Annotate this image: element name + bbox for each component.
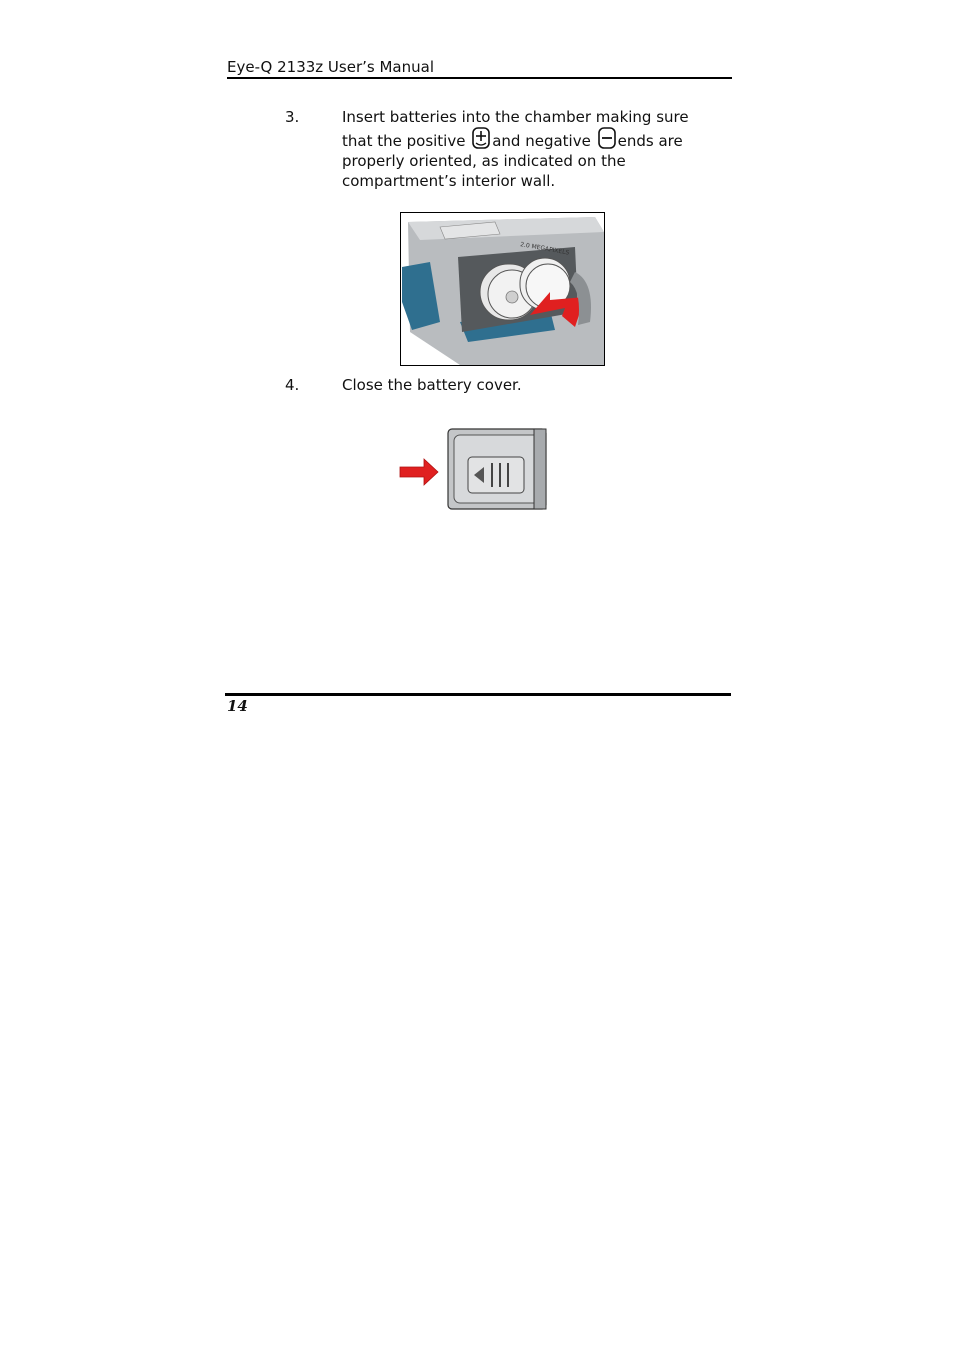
negative-terminal-icon <box>598 127 616 149</box>
positive-terminal-icon <box>472 127 490 149</box>
page-number: 14 <box>227 697 248 715</box>
battery-insert-illustration <box>400 212 605 366</box>
battery-cover-illustration <box>398 427 550 512</box>
step-text: Close the battery cover. <box>342 376 522 394</box>
step-text-part: ends are properly oriented, as indicated on the compartment’s interior wall. <box>342 132 683 190</box>
camera-label: 2.0 MEGAPIXELS <box>519 241 570 257</box>
step-text <box>342 107 722 191</box>
step-number: 3. <box>285 108 300 126</box>
header-divider <box>227 77 732 79</box>
manual-title: Eye-Q 2133z User’s Manual <box>227 58 434 76</box>
step-number: 4. <box>285 376 300 394</box>
step-text-part: Insert batteries into the chamber making sure that the positive <box>342 108 689 150</box>
step-text-part: and negative <box>492 132 591 150</box>
footer-divider <box>225 693 731 696</box>
